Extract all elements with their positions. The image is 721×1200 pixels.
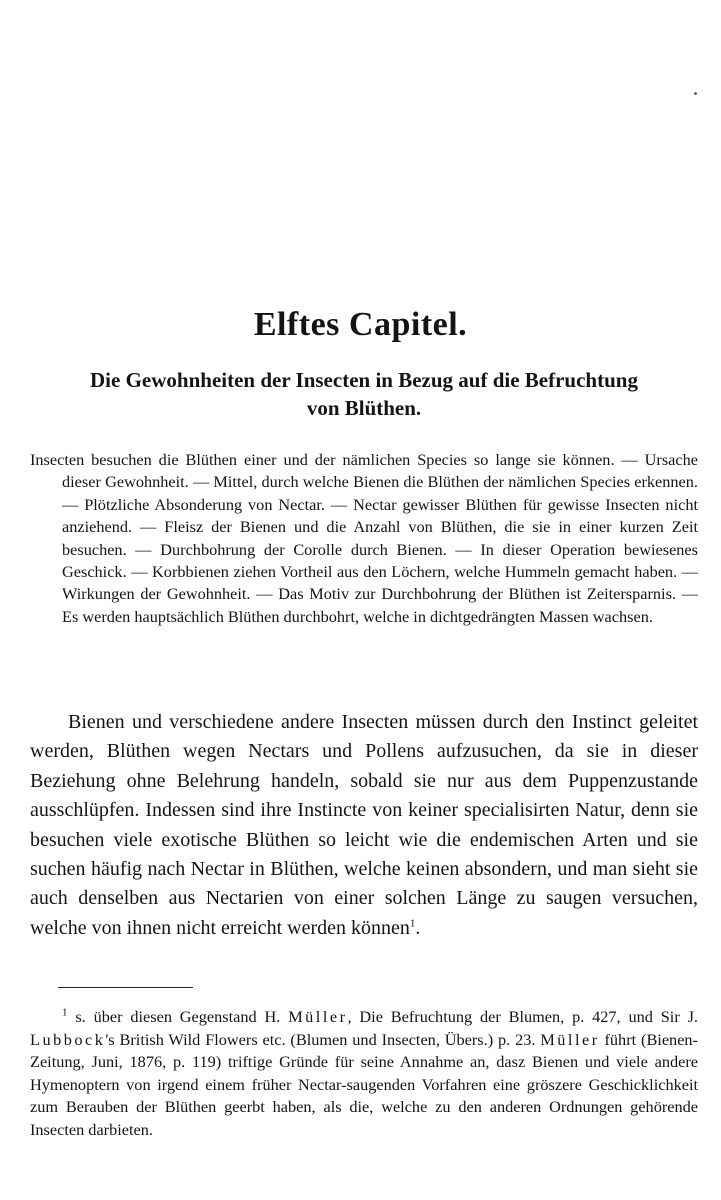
chapter-summary: Insecten besuchen die Blüthen einer und der nämlichen Species so lange sie können. — Ursache dieser Gewohnheit. — Mittel, durch welche Bienen die Blüthen der nämlichen Species erkennen. — Plötzliche Absonderung von Nectar. — Nectar gewisser Blüthen für gewisse Insecten nicht anziehend. — Fleisz der Bienen und die Anzahl von Blüthen, die sie in einer kurzen Zeit besuchen. — Durchbohrung der Corolle durch Bienen. — In dieser Operation bewiesenes Geschick. — Korbbienen ziehen Vortheil aus den Löchern, welche Hummeln gemacht haben. — Wirkungen der Gewohnheit. — Das Motiv zur Durchbohrung der Blüthen ist Zeitersparnis. — Es werden hauptsächlich Blüthen durchbohrt, welche in dichtgedrängten Massen wachsen. xyxy=(30,450,698,626)
footnote xyxy=(30,1006,698,1142)
footnote-author-mueller: Müller xyxy=(288,1007,348,1026)
footnote-text-1: s. über diesen Gegenstand H. xyxy=(75,1007,281,1026)
footnote-divider xyxy=(58,987,193,988)
page-speck xyxy=(694,92,697,95)
footnote-text-2: , Die Befruchtung der Blumen, p. 427, und Sir J. xyxy=(347,1007,698,1026)
chapter-title-line2: von Blüthen. xyxy=(306,396,422,420)
chapter-title-line1: Die Gewohnheiten der Insecten in Bezug auf die Befruchtung xyxy=(90,368,638,392)
footnote-marker: 1 xyxy=(62,1006,68,1019)
body-paragraph-end: . xyxy=(415,916,421,939)
footnote-text-3: 's British Wild Flowers etc. (Blumen und Insecten, Übers.) p. 23. xyxy=(105,1029,536,1049)
body-paragraph xyxy=(30,708,698,943)
footnote-author-lubbock: Lubbock xyxy=(30,1029,106,1049)
body-paragraph-text: Bienen und verschiedene andere Insecten müssen durch den Instinct geleitet werden, Blüthen wegen Nectars und Pollens aufzusuchen, da sie in dieser Beziehung ohne Belehrung handeln, sobald sie nur aus dem Puppenzustande ausschlüpfen. Indessen sind ihre Instincte von keiner specialisirten Natur, denn sie besuchen viele exotische Blüthen so leicht wie die endemischen Arten und sie suchen häufig nach Nectar in Blüthen, welche keinen absondern, und man sieht sie auch denselben aus Nectarien von einer solchen Länge zu saugen versuchen, welche von ihnen nicht erreicht werden können xyxy=(30,711,698,939)
chapter-title xyxy=(30,366,698,422)
footnote-text-4: führt (Bienen-Zeitung, Juni, 1876, p. 119) triftige Gründe für seine Annahme an, dasz Bienen und viele andere Hymenoptern von irgend einem früher Nectar-saugenden Vorfahren eine gröszere Geschicklichkeit zum Berauben der Blüthen geerbt haben, als die, welche zu den anderen Ordnungen gehörende Insecten darbieten. xyxy=(30,1029,698,1139)
chapter-heading: Elftes Capitel. xyxy=(253,305,468,343)
footnote-author-mueller-2: Müller xyxy=(540,1029,600,1049)
footnote-reference: 1 xyxy=(409,917,416,930)
